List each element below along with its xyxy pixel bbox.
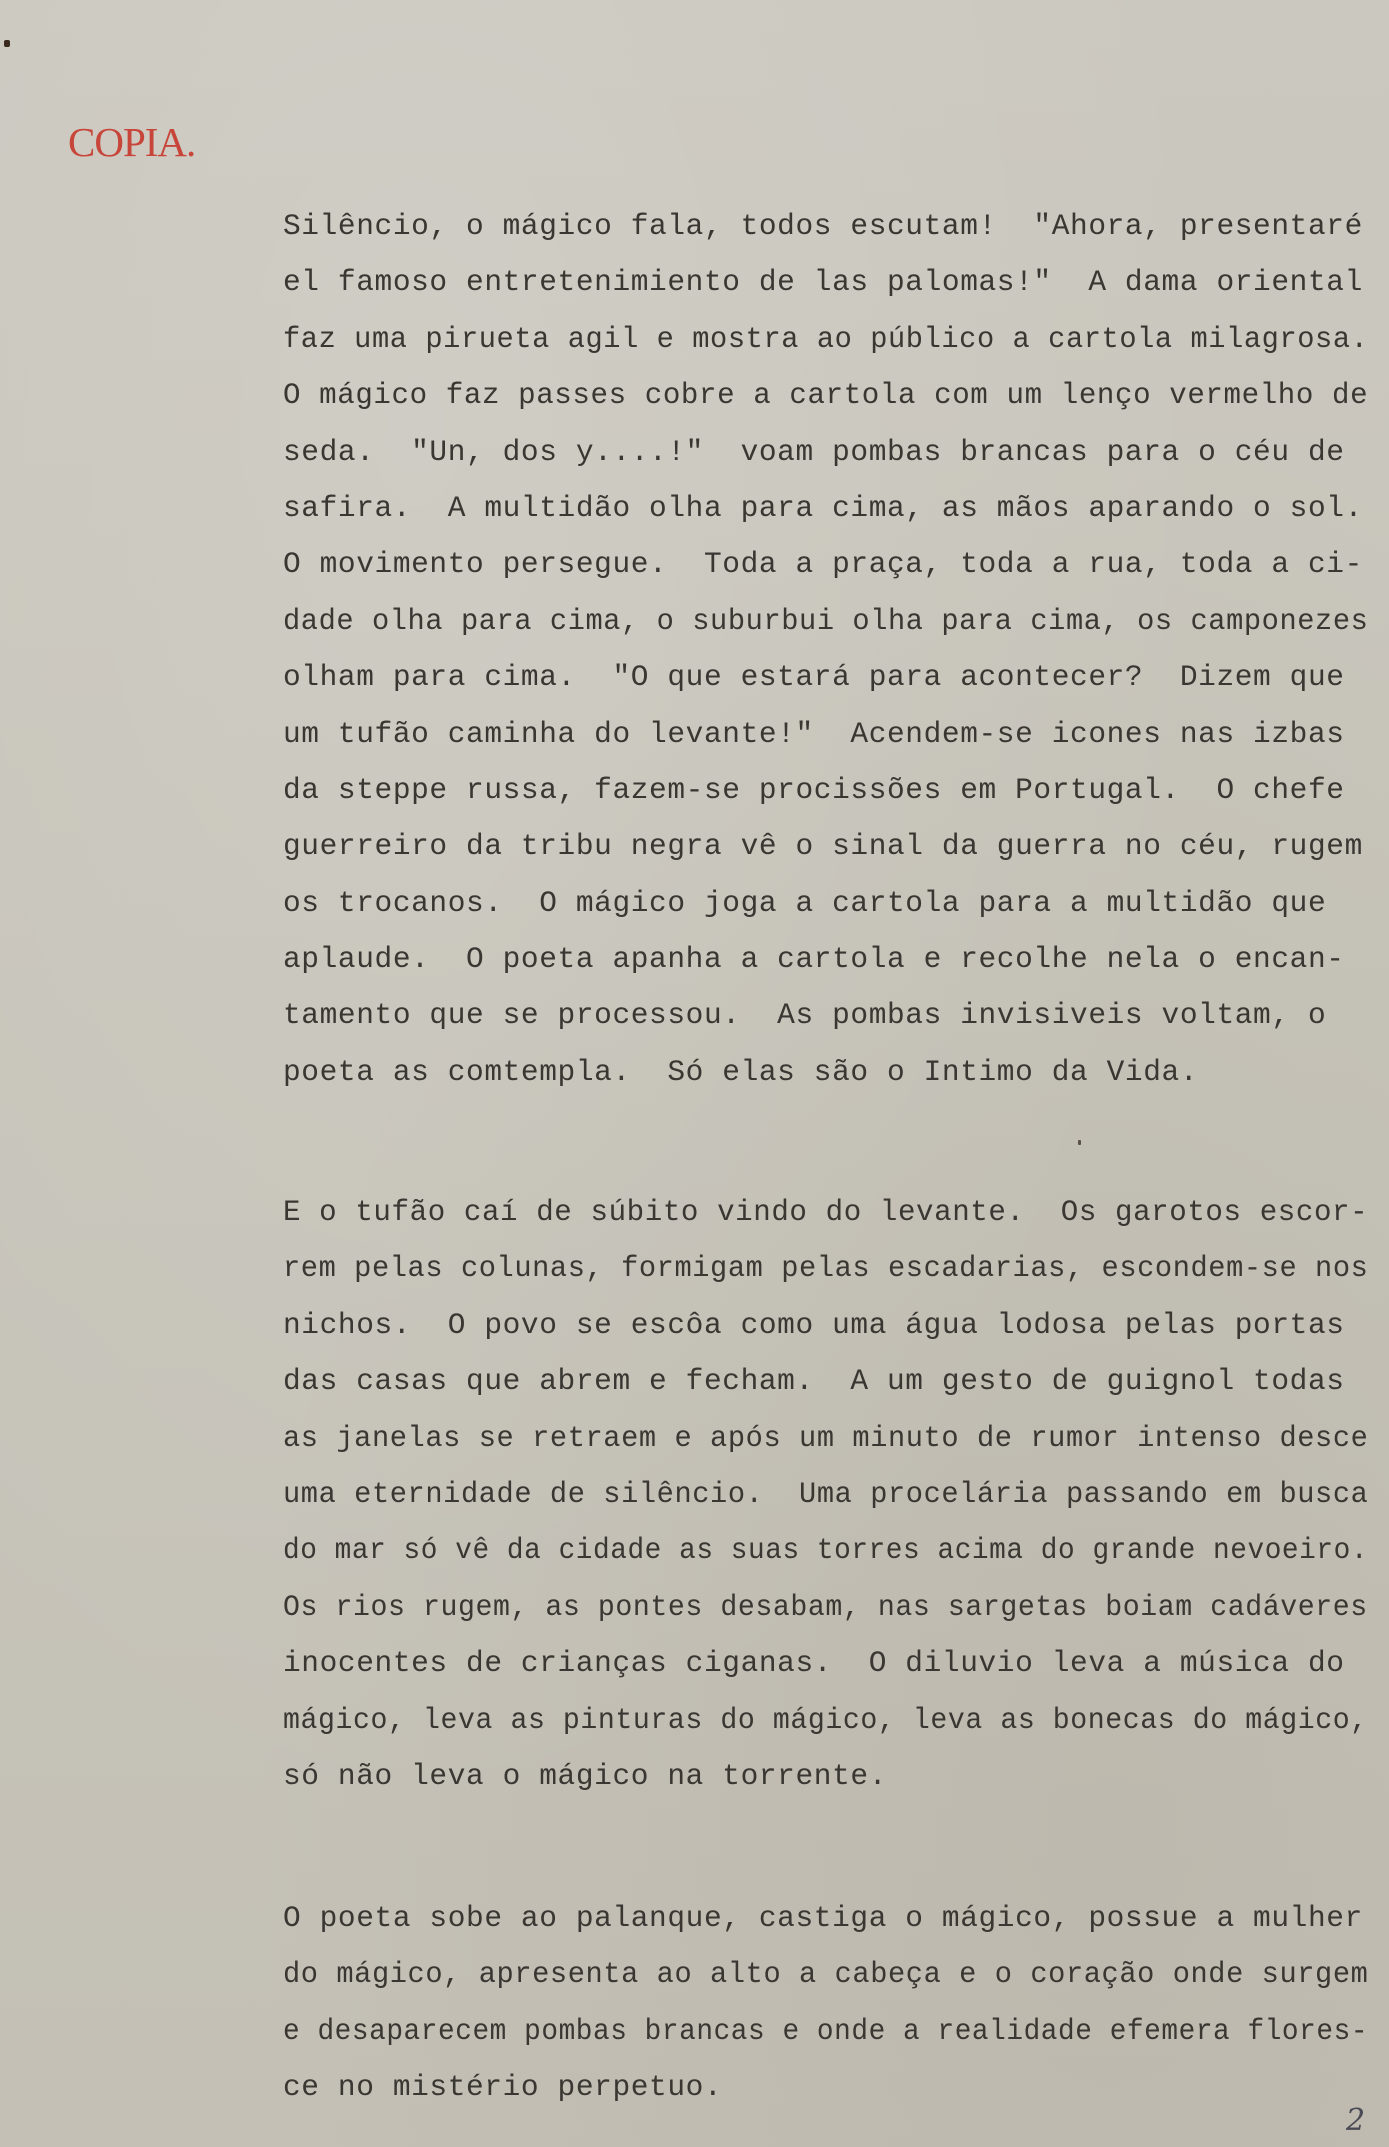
text-line: ce no mistério perpetuo. [283, 2070, 723, 2105]
text-line: dade olha para cima, o suburbui olha para cima, os camponezes [283, 603, 1369, 638]
text-line: Silêncio, o mágico fala, todos escutam! "Ahora, presentaré [283, 209, 1363, 243]
text-line: guerreiro da tribu negra vê o sinal da guerra no céu, rugem [283, 829, 1363, 864]
text-line: só não leva o mágico na torrente. [283, 1758, 887, 1793]
text-line: aplaude. O poeta apanha a cartola e recolhe nela o encan- [283, 942, 1345, 977]
copia-stamp: COPIA. [68, 119, 196, 165]
text-line: safira. A multidão olha para cima, as mãos aparando o sol. [283, 490, 1363, 525]
text-line: e desaparecem pombas brancas e onde a realidade efemera flores- [283, 2013, 1369, 2048]
text-line: do mágico, apresenta ao alto a cabeça e o coração onde surgem [283, 1957, 1369, 1992]
text-line: mágico, leva as pinturas do mágico, leva as bonecas do mágico, [283, 1702, 1368, 1737]
text-line: as janelas se retraem e após um minuto de rumor intenso desce [283, 1420, 1369, 1455]
text-line: das casas que abrem e fecham. A um gesto de guignol todas [283, 1364, 1345, 1399]
text-line: inocentes de crianças ciganas. O diluvio leva a música do [283, 1646, 1345, 1681]
text-line: rem pelas colunas, formigam pelas escadarias, escondem-se nos [283, 1251, 1369, 1286]
text-line: um tufão caminha do levante!" Acendem-se icones nas izbas [283, 716, 1345, 751]
text-line: poeta as comtempla. Só elas são o Intimo da Vida. [283, 1054, 1199, 1089]
paragraph-1 [283, 198, 1369, 1100]
text-line: nichos. O povo se escôa como uma água lodosa pelas portas [283, 1307, 1345, 1342]
text-line: E o tufão caí de súbito vindo do levante. Os garotos escor- [283, 1195, 1369, 1229]
text-line: O movimento persegue. Toda a praça, toda a rua, toda a ci- [283, 547, 1363, 582]
text-line: do mar só vê da cidade as suas torres acima do grande nevoeiro. [283, 1533, 1369, 1568]
text-line: el famoso entretenimiento de las palomas!" A dama oriental [283, 265, 1363, 300]
text-line: olham para cima. "O que estará para acontecer? Dizem que [283, 660, 1345, 695]
text-line: faz uma pirueta agil e mostra ao público a cartola milagrosa. [283, 321, 1369, 356]
text-line: seda. "Un, dos y....!" voam pombas brancas para o céu de [283, 434, 1345, 469]
paragraph-2 [283, 1184, 1369, 1804]
paragraph-3 [283, 1890, 1369, 2116]
text-line: os trocanos. O mágico joga a cartola para a multidão que [283, 885, 1327, 920]
text-line: da steppe russa, fazem-se procissões em Portugal. O chefe [283, 772, 1345, 807]
text-line: tamento que se processou. As pombas invisiveis voltam, o [283, 998, 1327, 1033]
handwritten-page-number: 2 [1346, 2103, 1366, 2138]
text-line: O mágico faz passes cobre a cartola com um lenço vermelho de [283, 378, 1369, 413]
ink-speck [4, 40, 10, 47]
text-line: Os rios rugem, as pontes desabam, nas sargetas boiam cadáveres [283, 1589, 1368, 1624]
ink-speck [1078, 1140, 1081, 1145]
text-line: O poeta sobe ao palanque, castiga o mágico, possue a mulher [283, 1901, 1363, 1935]
text-line: uma eternidade de silêncio. Uma procelária passando em busca [283, 1476, 1369, 1511]
